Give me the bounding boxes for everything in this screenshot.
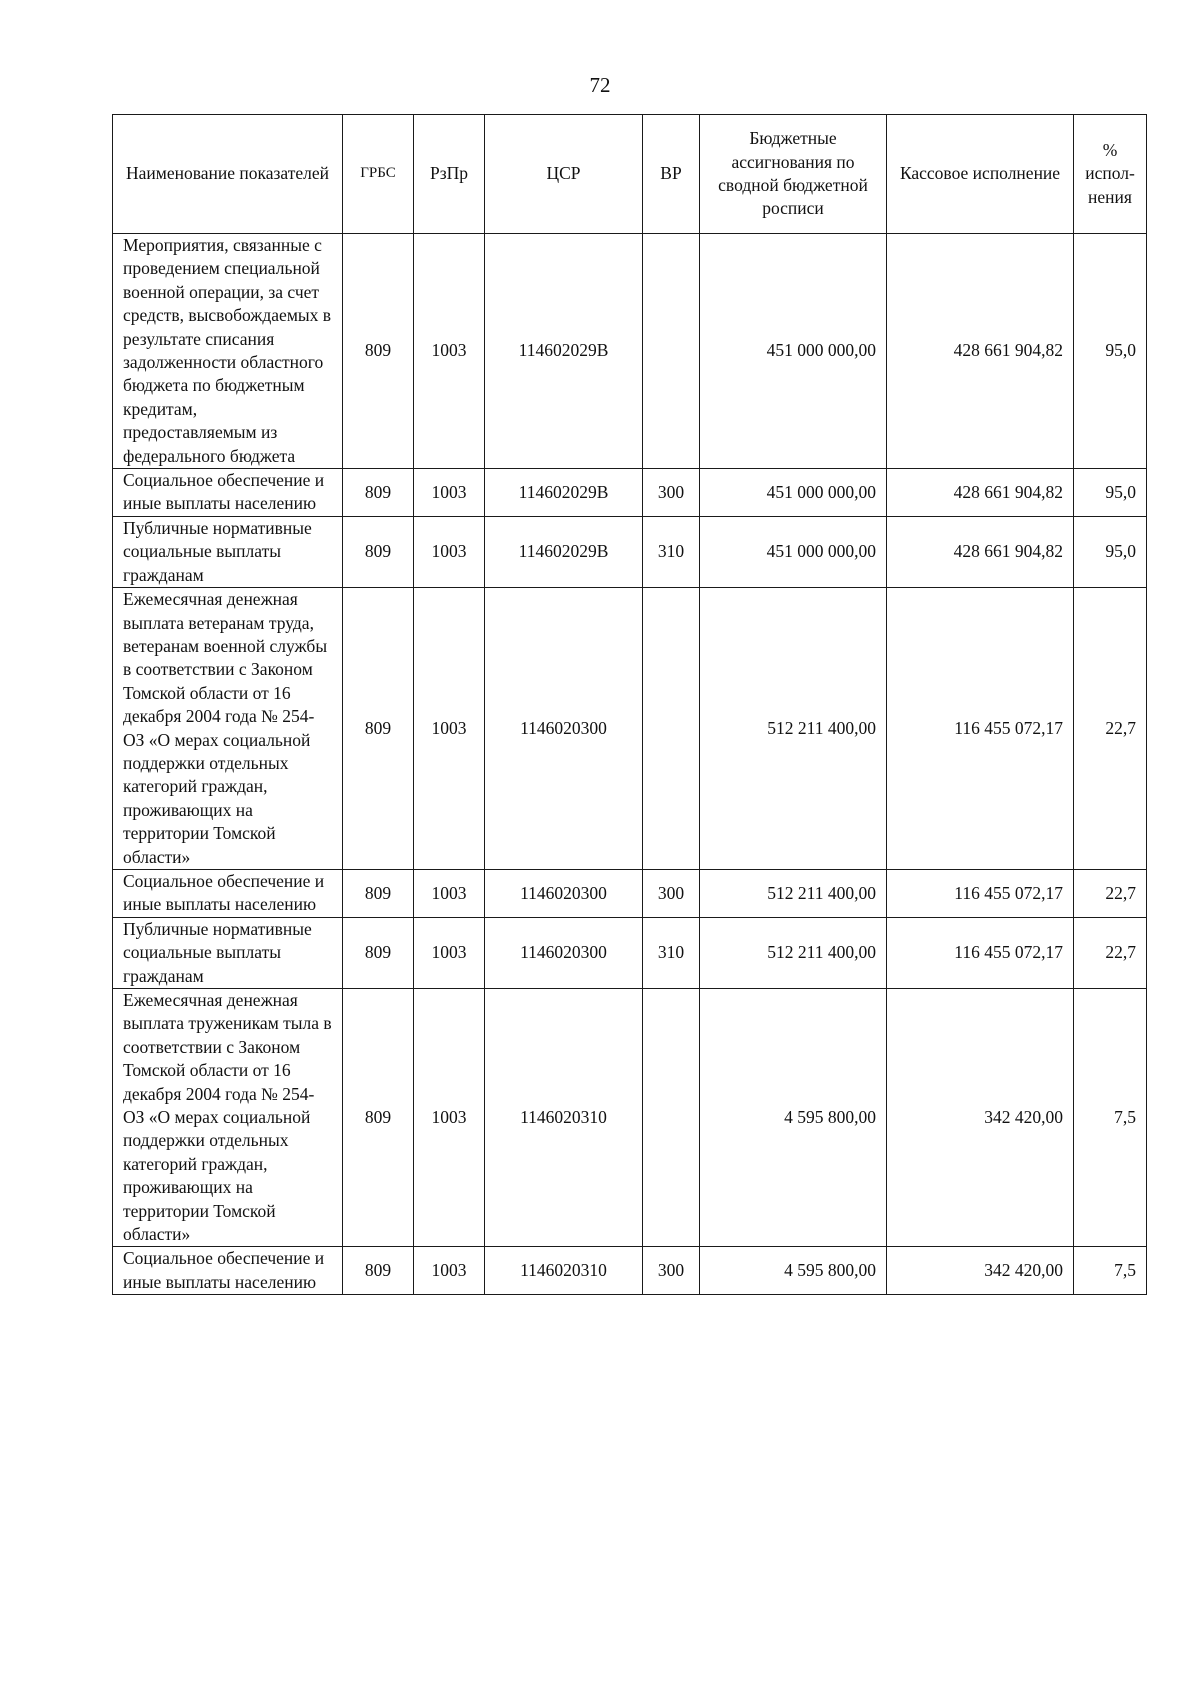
row-assignments: 512 211 400,00 [700,588,887,870]
row-assignments: 451 000 000,00 [700,516,887,587]
table-row [113,588,1147,870]
row-execution: 342 420,00 [887,989,1074,1247]
row-name: Публичные нормативные социальные выплаты гражданам [113,917,343,988]
header-percent: % испол-нения [1074,115,1147,234]
table-row [113,989,1147,1247]
row-grbs: 809 [343,989,414,1247]
row-assignments: 4 595 800,00 [700,989,887,1247]
row-rzpr: 1003 [414,234,485,469]
header-grbs: ГРБС [343,115,414,234]
row-rzpr: 1003 [414,516,485,587]
row-vr: 310 [643,516,700,587]
row-vr: 300 [643,1247,700,1295]
row-rzpr: 1003 [414,1247,485,1295]
row-rzpr: 1003 [414,469,485,517]
row-name: Ежемесячная денежная выплата ветеранам труда, ветеранам военной службы в соответствии с Законом Томской области от 16 декабря 2004 года № 254-ОЗ «О мерах социальной поддержки отдельных категорий граждан, проживающих на территории Томской области» [113,588,343,870]
row-csr: 1146020310 [485,1247,643,1295]
row-assignments: 451 000 000,00 [700,234,887,469]
table-row [113,917,1147,988]
row-execution: 116 455 072,17 [887,917,1074,988]
row-percent: 22,7 [1074,588,1147,870]
row-grbs: 809 [343,917,414,988]
row-percent: 7,5 [1074,989,1147,1247]
row-percent: 22,7 [1074,869,1147,917]
row-grbs: 809 [343,1247,414,1295]
row-rzpr: 1003 [414,869,485,917]
row-grbs: 809 [343,469,414,517]
row-rzpr: 1003 [414,917,485,988]
row-execution: 116 455 072,17 [887,869,1074,917]
header-assignments: Бюджетные ассигнования по сводной бюджетной росписи [700,115,887,234]
row-csr: 1146020300 [485,917,643,988]
row-grbs: 809 [343,869,414,917]
header-vr: ВР [643,115,700,234]
row-percent: 22,7 [1074,917,1147,988]
row-grbs: 809 [343,588,414,870]
header-execution: Кассовое исполнение [887,115,1074,234]
table-row [113,234,1147,469]
header-csr: ЦСР [485,115,643,234]
row-percent: 95,0 [1074,516,1147,587]
row-percent: 7,5 [1074,1247,1147,1295]
table-row [113,469,1147,517]
row-csr: 114602029В [485,469,643,517]
table-row [113,516,1147,587]
row-name: Социальное обеспечение и иные выплаты населению [113,869,343,917]
row-rzpr: 1003 [414,989,485,1247]
table-row [113,869,1147,917]
row-name: Ежемесячная денежная выплата труженикам тыла в соответствии с Законом Томской области от 16 декабря 2004 года № 254-ОЗ «О мерах социальной поддержки отдельных категорий граждан, проживающих на территории Томской области» [113,989,343,1247]
row-name: Мероприятия, связанные с проведением специальной военной операции, за счет средств, высвобождаемых в результате списания задолженности областного бюджета по бюджетным кредитам, предоставляемым из федерального бюджета [113,234,343,469]
page-number: 72 [589,73,611,97]
row-vr [643,234,700,469]
row-execution: 428 661 904,82 [887,516,1074,587]
row-assignments: 512 211 400,00 [700,869,887,917]
header-rzpr: РзПр [414,115,485,234]
row-execution: 342 420,00 [887,1247,1074,1295]
row-percent: 95,0 [1074,234,1147,469]
table-header-row [113,115,1147,234]
row-assignments: 4 595 800,00 [700,1247,887,1295]
row-name: Публичные нормативные социальные выплаты гражданам [113,516,343,587]
row-csr: 1146020300 [485,588,643,870]
row-csr: 114602029В [485,234,643,469]
row-vr [643,588,700,870]
row-csr: 114602029В [485,516,643,587]
row-name: Социальное обеспечение и иные выплаты населению [113,1247,343,1295]
budget-table [112,114,1147,1295]
row-csr: 1146020300 [485,869,643,917]
row-grbs: 809 [343,516,414,587]
row-vr: 300 [643,869,700,917]
row-percent: 95,0 [1074,469,1147,517]
row-name: Социальное обеспечение и иные выплаты населению [113,469,343,517]
row-execution: 116 455 072,17 [887,588,1074,870]
header-name: Наименование показателей [113,115,343,234]
row-assignments: 451 000 000,00 [700,469,887,517]
row-csr: 1146020310 [485,989,643,1247]
row-execution: 428 661 904,82 [887,234,1074,469]
row-vr: 300 [643,469,700,517]
row-rzpr: 1003 [414,588,485,870]
row-execution: 428 661 904,82 [887,469,1074,517]
row-vr [643,989,700,1247]
row-assignments: 512 211 400,00 [700,917,887,988]
row-grbs: 809 [343,234,414,469]
row-vr: 310 [643,917,700,988]
table-row [113,1247,1147,1295]
